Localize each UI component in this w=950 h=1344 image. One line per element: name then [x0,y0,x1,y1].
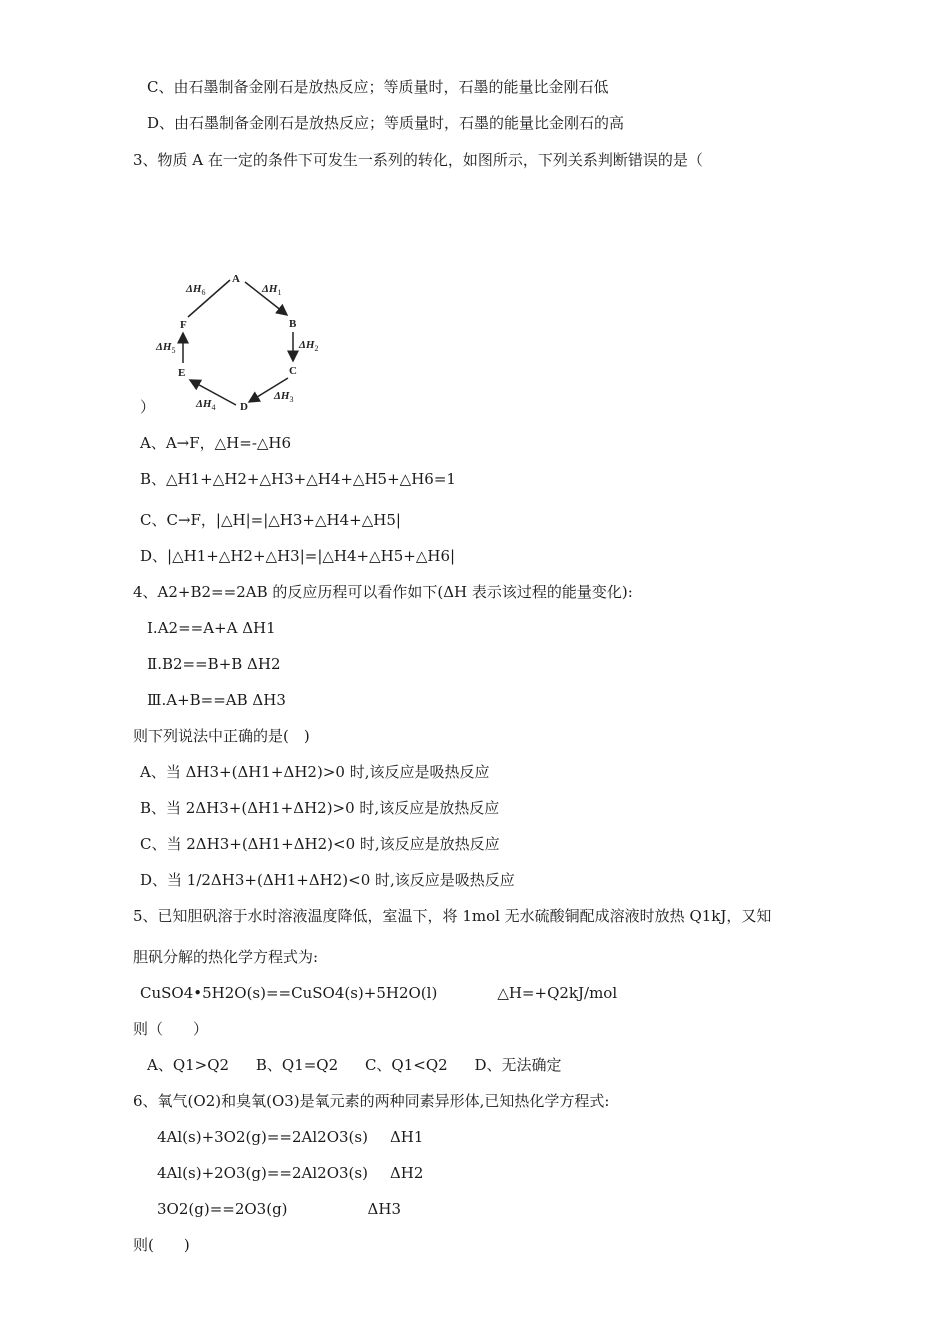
q4-option-b: B、当 2ΔH3+(ΔH1+ΔH2)>0 时,该反应是放热反应 [140,799,500,817]
q4-step-3: Ⅲ.A+B==AB ΔH3 [147,691,286,709]
q4-step-2: Ⅱ.B2==B+B ΔH2 [147,655,281,673]
q6-eq-3: 3O2(g)==2O3(g) [157,1200,288,1218]
q2-option-d: D、由石墨制备金刚石是放热反应；等质量时，石墨的能量比金刚石的高 [147,114,625,132]
q2-option-c: C、由石墨制备金刚石是放热反应；等质量时，石墨的能量比金刚石低 [147,78,609,96]
q4-question: 则下列说法中正确的是( ) [133,727,310,745]
q3-option-b: B、△H1+△H2+△H3+△H4+△H5+△H6=1 [140,470,456,488]
q5-line-2: 胆矾分解的热化学方程式为: [133,948,319,966]
q3-option-d: D、|△H1+△H2+△H3|=|△H4+△H5+△H6| [140,547,456,565]
q5-question: 则（ ） [133,1020,209,1038]
label-dh1: ΔH1 [262,283,282,297]
q6-eq-1: 4Al(s)+3O2(g)==2Al2O3(s) [157,1128,368,1146]
label-dh2: ΔH2 [299,339,319,353]
q5-line-1: 5、已知胆矾溶于水时溶液温度降低，室温下，将 1mol 无水硫酸铜配成溶液时放热 Q1kJ，又知 [133,907,772,925]
label-dh6: ΔH6 [186,283,206,297]
q6-eq-1-dh: ΔH1 [389,1128,424,1146]
node-e: E [178,367,186,379]
node-f: F [180,319,187,331]
q4-option-a: A、当 ΔH3+(ΔH1+ΔH2)>0 时,该反应是吸热反应 [140,763,490,781]
node-b: B [289,318,297,330]
q5-option-b: B、Q1=Q2 [255,1056,339,1074]
q5-option-a: A、Q1>Q2 [147,1056,230,1074]
q5-equation: CuSO4•5H2O(s)==CuSO4(s)+5H2O(l) [140,984,438,1002]
q6-eq-3-dh: ΔH3 [367,1200,401,1218]
q6-eq-1-row [157,1127,423,1147]
q6-eq-2-row [157,1163,423,1183]
q4-option-c: C、当 2ΔH3+(ΔH1+ΔH2)<0 时,该反应是放热反应 [140,835,500,853]
q3-stem: 3、物质 A 在一定的条件下可发生一系列的转化，如图所示，下列关系判断错误的是（ [133,151,703,169]
q3-option-a: A、A→F，△H=-△H6 [140,434,292,452]
node-d: D [240,401,248,413]
q3-option-c: C、C→F，|△H|=|△H3+△H4+△H5| [140,511,401,529]
label-dh3: ΔH3 [274,390,294,404]
node-c: C [289,365,297,377]
label-dh4: ΔH4 [196,398,216,412]
q6-eq-2-dh: ΔH2 [389,1164,424,1182]
label-dh5: ΔH5 [156,341,176,355]
q4-stem: 4、A2+B2==2AB 的反应历程可以看作如下(ΔH 表示该过程的能量变化): [133,583,633,601]
q5-enthalpy: △H=+Q2kJ/mol [497,984,618,1002]
node-a: A [232,273,240,285]
q6-eq-3-row [157,1199,401,1219]
q4-option-d: D、当 1/2ΔH3+(ΔH1+ΔH2)<0 时,该反应是吸热反应 [140,871,515,889]
q5-option-c: C、Q1<Q2 [364,1056,448,1074]
q6-question: 则( ) [133,1236,190,1254]
q5-equation-row [140,983,617,1003]
q4-step-1: Ⅰ.A2==A+A ΔH1 [147,619,276,637]
q3-close-paren: ） [140,398,156,416]
q6-stem: 6、氧气(O2)和臭氧(O3)是氧元素的两种同素异形体,已知热化学方程式: [133,1092,610,1110]
reaction-cycle-diagram [150,268,340,418]
q6-eq-2: 4Al(s)+2O3(g)==2Al2O3(s) [157,1164,368,1182]
q5-options-row [147,1055,561,1075]
q5-option-d: D、无法确定 [474,1056,562,1074]
